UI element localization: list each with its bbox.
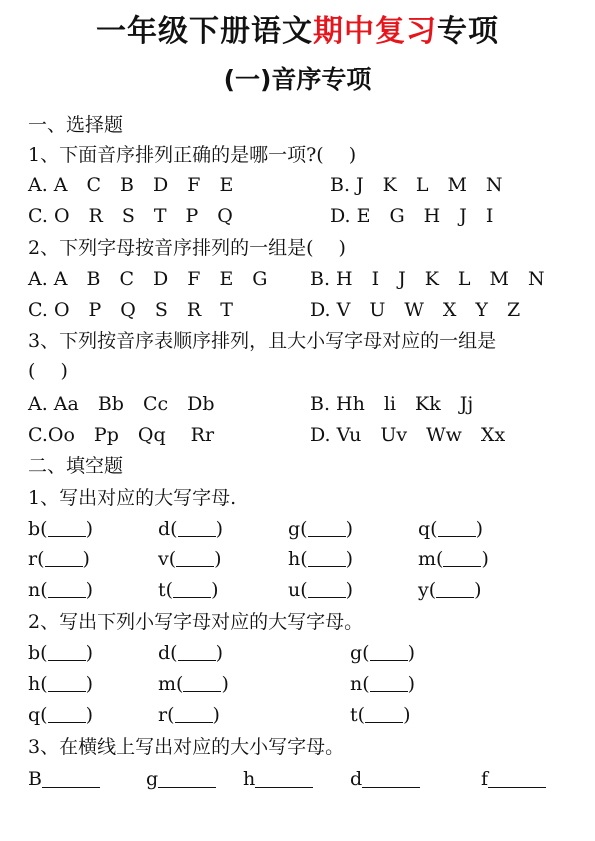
fill-blank-item: [288, 516, 353, 542]
title-part2-highlight: 期中复习: [313, 14, 437, 49]
fill-letter: h: [288, 548, 301, 570]
fill-letter: t: [350, 704, 358, 726]
fill-q3-stem: 3、在横线上写出对应的大小写字母。: [28, 736, 345, 758]
answer-blank[interactable]: [48, 704, 86, 723]
q1-option-c[interactable]: C. O R S T P Q: [28, 205, 233, 227]
paren-close: ): [407, 642, 416, 664]
q2-option-d[interactable]: D. V U W X Y Z: [310, 299, 521, 321]
paren-close: ): [407, 673, 416, 695]
fill-letter: d: [350, 768, 363, 790]
paren-open: (: [170, 518, 178, 540]
title-part1: 一年级下册语文: [96, 14, 313, 49]
q1-option-b[interactable]: B. J K L M N: [330, 174, 503, 196]
paren-close: ): [212, 704, 220, 726]
fill-letter: g: [146, 768, 159, 790]
answer-blank[interactable]: [365, 704, 403, 723]
q1-stem: 1、下面音序排列正确的是哪一项?( ): [28, 144, 357, 166]
paren-close: ): [214, 548, 222, 570]
fill-letter: m: [418, 548, 437, 570]
fill-blank-item: [28, 702, 93, 728]
fill-blank-item: [350, 640, 415, 666]
paren-close: ): [85, 642, 94, 664]
q3-option-a[interactable]: A. Aa Bb Cc Db: [28, 393, 215, 415]
answer-underline[interactable]: [362, 767, 420, 788]
fill-letter: f: [481, 768, 489, 790]
fill-blank-item: [418, 546, 489, 572]
fill-letter: h: [243, 768, 256, 790]
fill-letter: n: [350, 673, 363, 695]
fill-blank-item: [158, 577, 218, 603]
fill-letter: d: [158, 518, 171, 540]
answer-blank[interactable]: [308, 579, 346, 598]
paren-close: ): [215, 518, 224, 540]
paren-open: (: [40, 518, 48, 540]
answer-blank[interactable]: [178, 518, 216, 537]
answer-blank[interactable]: [48, 518, 86, 537]
paren-open: (: [362, 642, 370, 664]
fill-letter: n: [28, 579, 41, 601]
section1-heading: 一、选择题: [28, 114, 124, 136]
paren-open: (: [40, 579, 48, 601]
fill-blank-item: [158, 702, 220, 728]
fill-letter: d: [158, 642, 171, 664]
fill-letter: b: [28, 518, 41, 540]
q1-option-d[interactable]: D. E G H J I: [330, 205, 494, 227]
q2-stem: 2、下列字母按音序排列的一组是( ): [28, 237, 346, 259]
underline-blank-item: [243, 766, 313, 792]
paren-open: (: [430, 518, 438, 540]
fill-blank-item: [28, 516, 93, 542]
paren-open: (: [428, 579, 437, 601]
fill-blank-item: [350, 702, 410, 728]
fill-letter: u: [288, 579, 301, 601]
paren-close: ): [345, 548, 354, 570]
answer-blank[interactable]: [176, 548, 214, 567]
q3-stem-paren: ( ): [28, 360, 68, 382]
answer-blank[interactable]: [48, 642, 86, 661]
fill-blank-item: [418, 516, 483, 542]
answer-underline[interactable]: [488, 767, 546, 788]
underline-blank-item: [481, 766, 546, 792]
fill-blank-item: [350, 671, 415, 697]
paren-close: ): [85, 579, 94, 601]
paren-close: ): [85, 518, 94, 540]
fill-letter: r: [158, 704, 168, 726]
fill-letter: B: [28, 768, 42, 790]
paren-open: (: [176, 673, 184, 695]
fill-blank-item: [158, 640, 223, 666]
fill-blank-item: [418, 577, 482, 603]
fill-letter: g: [350, 642, 363, 664]
paren-open: (: [165, 579, 174, 601]
paren-open: (: [170, 642, 178, 664]
section2-heading: 二、填空题: [28, 455, 124, 477]
answer-blank[interactable]: [48, 673, 86, 692]
fill-letter: r: [28, 548, 38, 570]
paren-open: (: [362, 673, 370, 695]
answer-blank[interactable]: [438, 518, 476, 537]
answer-blank[interactable]: [443, 548, 481, 567]
paren-close: ): [85, 673, 94, 695]
paren-close: ): [211, 579, 219, 601]
fill-blank-item: [28, 577, 93, 603]
answer-blank[interactable]: [436, 579, 474, 598]
fill-blank-item: [288, 577, 353, 603]
paren-close: ): [221, 673, 229, 695]
fill-blank-item: [158, 671, 229, 697]
fill-blank-item: [288, 546, 353, 572]
page-title: [0, 14, 595, 50]
fill-letter: b: [28, 642, 41, 664]
paren-close: ): [85, 704, 94, 726]
underline-blank-item: [146, 766, 216, 792]
paren-open: (: [436, 548, 444, 570]
fill-blank-item: [158, 546, 222, 572]
fill-letter: q: [28, 704, 41, 726]
paren-close: ): [474, 579, 482, 601]
fill-letter: t: [158, 579, 166, 601]
answer-underline[interactable]: [158, 767, 216, 788]
q3-option-b[interactable]: B. Hh li Kk Jj: [310, 393, 474, 415]
paren-close: ): [345, 518, 354, 540]
paren-close: ): [82, 548, 90, 570]
paren-open: (: [300, 548, 308, 570]
answer-blank[interactable]: [48, 579, 86, 598]
fill-letter: g: [288, 518, 301, 540]
fill-blank-item: [28, 640, 93, 666]
answer-blank[interactable]: [183, 673, 221, 692]
q2-option-c[interactable]: C. O P Q S R T: [28, 299, 233, 321]
answer-blank[interactable]: [308, 518, 346, 537]
paren-open: (: [300, 518, 308, 540]
fill-blank-item: [28, 671, 93, 697]
fill-letter: q: [418, 518, 431, 540]
q2-option-b[interactable]: B. H I J K L M N: [310, 268, 545, 290]
paren-close: ): [215, 642, 224, 664]
fill-blank-item: [28, 546, 90, 572]
q3-option-d[interactable]: D. Vu Uv Ww Xx: [310, 424, 506, 446]
answer-underline[interactable]: [42, 767, 100, 788]
fill-blank-item: [158, 516, 223, 542]
fill-letter: y: [418, 579, 429, 601]
answer-blank[interactable]: [178, 642, 216, 661]
fill-letter: v: [158, 548, 169, 570]
underline-blank-item: [350, 766, 420, 792]
page-subtitle: (一)音序专项: [223, 65, 372, 94]
paren-open: (: [40, 642, 48, 664]
answer-blank[interactable]: [370, 642, 408, 661]
answer-blank[interactable]: [308, 548, 346, 567]
q3-option-c[interactable]: C.Oo Pp Qq Rr: [28, 424, 215, 446]
fill-q2-stem: 2、写出下列小写字母对应的大写字母。: [28, 611, 364, 633]
fill-letter: h: [28, 673, 41, 695]
underline-blank-item: [28, 766, 100, 792]
q3-stem: 3、下列按音序表顺序排列，且大小写字母对应的一组是: [28, 330, 497, 352]
q1-option-a[interactable]: A. A C B D F E: [28, 174, 234, 196]
paren-open: (: [357, 704, 366, 726]
paren-open: (: [168, 548, 177, 570]
answer-blank[interactable]: [173, 579, 211, 598]
paren-close: ): [475, 518, 484, 540]
paren-open: (: [167, 704, 175, 726]
paren-open: (: [40, 673, 48, 695]
fill-q1-stem: 1、写出对应的大写字母.: [28, 487, 237, 509]
q2-option-a[interactable]: A. A B C D F E G: [28, 268, 268, 290]
answer-blank[interactable]: [175, 704, 213, 723]
fill-letter: m: [158, 673, 177, 695]
paren-open: (: [37, 548, 45, 570]
answer-underline[interactable]: [255, 767, 313, 788]
answer-blank[interactable]: [45, 548, 83, 567]
title-part3: 专项: [437, 14, 499, 49]
paren-open: (: [300, 579, 308, 601]
paren-close: ): [481, 548, 489, 570]
answer-blank[interactable]: [370, 673, 408, 692]
paren-open: (: [40, 704, 48, 726]
paren-close: ): [403, 704, 411, 726]
paren-close: ): [345, 579, 354, 601]
